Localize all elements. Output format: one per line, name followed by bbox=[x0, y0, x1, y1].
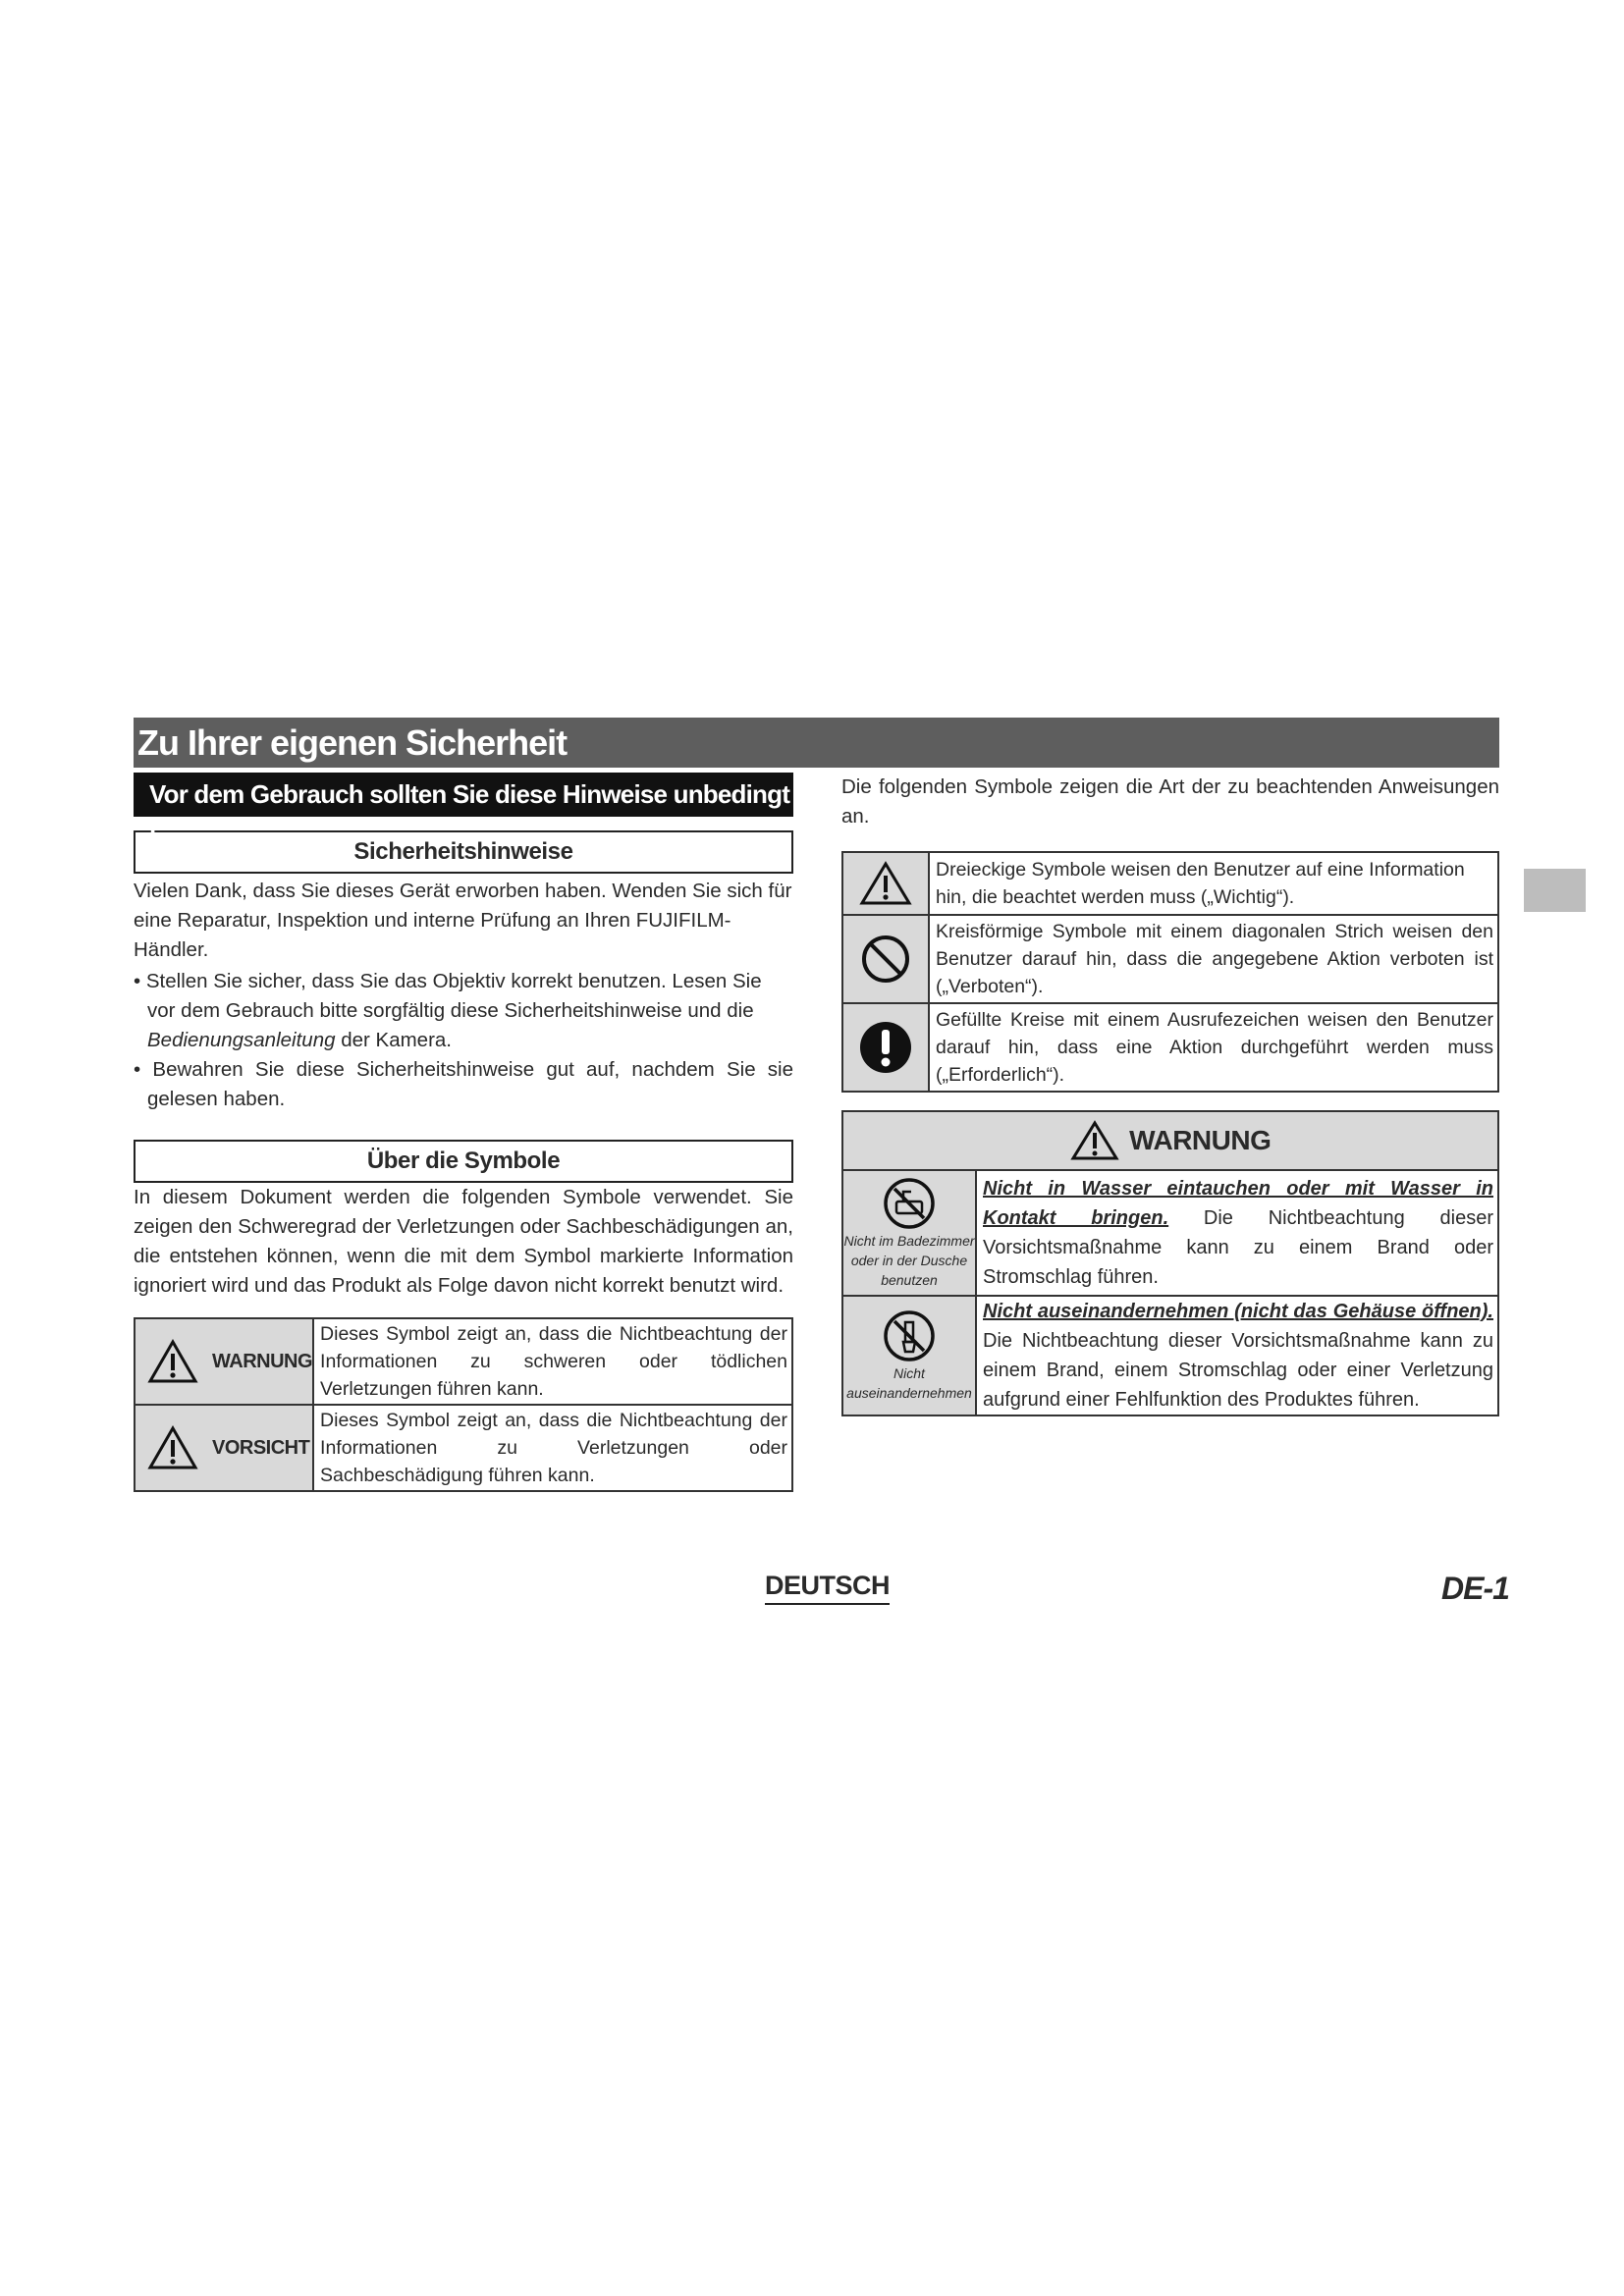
important-description: Dreieckige Symbole weisen den Benutzer auf eine Information hin, die beachtet werden muss („Wichtig“). bbox=[936, 859, 1465, 908]
warning-row-water bbox=[842, 1170, 1498, 1296]
manual-title: Bedienungsanleitung bbox=[147, 1029, 336, 1051]
bullet-text: Stellen Sie sicher, dass Sie das Objektiv korrekt benutzen. Lesen Sie vor dem Gebrauch bitte sorgfältig diese Sicherheitshinweise und die bbox=[145, 970, 762, 1022]
warning-triangle-icon bbox=[147, 1339, 198, 1384]
page-number: DE-1 bbox=[1441, 1571, 1509, 1606]
left-column bbox=[134, 773, 793, 1492]
warning-row-disassemble bbox=[842, 1296, 1498, 1415]
symbol-meaning-table bbox=[841, 851, 1499, 1093]
caution-description: Dieses Symbol zeigt an, dass die Nichtbeachtung der Informationen zu Verletzungen oder Sachbeschädigung führen kann. bbox=[320, 1410, 787, 1486]
symbols-heading: Über die Symbole bbox=[134, 1140, 793, 1183]
caution-label: VORSICHT bbox=[212, 1436, 310, 1459]
symbol-row-prohibited bbox=[842, 915, 1498, 1003]
water-warning-body: Die Nichtbeachtung dieser Vorsichtsmaßnahme kann zu einem Brand oder Stromschlag führen. bbox=[983, 1207, 1493, 1288]
mandatory-description: Gefüllte Kreise mit einem Ausrufezeichen weisen den Benutzer darauf hin, dass eine Aktion durchgeführt werden muss („Erforderlich“). bbox=[936, 1009, 1493, 1086]
warning-triangle-icon bbox=[859, 861, 912, 906]
warning-table bbox=[841, 1110, 1499, 1416]
page-title-bar bbox=[134, 718, 1499, 768]
water-warning-text bbox=[977, 1174, 1497, 1292]
side-language-tab bbox=[1524, 869, 1586, 912]
bullet-item-objective: • Stellen Sie sicher, dass Sie das Objektiv korrekt benutzen. Lesen Sie vor dem Gebrauch bitte sorgfältig diese Sicherheitshinweise und die Bedienungsanleitung der Kamera. bbox=[134, 970, 762, 1051]
bullet-text-end: der Kamera. bbox=[341, 1029, 453, 1051]
bullet-item-keep: • Bewahren Sie diese Sicherheitshinweise gut auf, nachdem Sie sie gelesen haben. bbox=[134, 1058, 794, 1110]
symbols-paragraph: In diesem Dokument werden die folgenden Symbole verwendet. Sie zeigen den Schweregrad der Verletzungen oder Sachbeschädigungen an, die entstehen können, wenn die mit dem Symbol markierte Information ignoriert wird und das Produkt als Folge davon nicht korrekt benutzt wird. bbox=[134, 1186, 793, 1297]
symbols-intro: Die folgenden Symbole zeigen die Art der zu beachtenden Anweisungen an. bbox=[841, 775, 1499, 828]
disassemble-warning-title: Nicht auseinandernehmen (nicht das Gehäuse öffnen). bbox=[983, 1301, 1493, 1322]
warning-description: Dieses Symbol zeigt an, dass die Nichtbeachtung der Informationen zu schweren oder tödlichen Verletzungen führen kann. bbox=[320, 1323, 787, 1400]
warning-triangle-icon bbox=[1070, 1120, 1119, 1161]
read-before-use-banner: Vor dem Gebrauch sollten Sie diese Hinweise unbedingt lesen bbox=[134, 773, 793, 817]
right-column bbox=[841, 773, 1499, 1416]
no-bathroom-use-icon bbox=[882, 1176, 937, 1231]
severity-row-caution bbox=[135, 1405, 792, 1491]
warning-label: WARNUNG bbox=[212, 1350, 313, 1372]
intro-paragraph: Vielen Dank, dass Sie dieses Gerät erworben haben. Wenden Sie sich für eine Reparatur, Inspektion und interne Prüfung an Ihren FUJIFILM-Händler. bbox=[134, 880, 792, 961]
disassemble-warning-text bbox=[977, 1297, 1497, 1415]
mandatory-exclamation-icon bbox=[858, 1020, 913, 1075]
symbol-row-mandatory bbox=[842, 1003, 1498, 1092]
prohibited-circle-icon bbox=[859, 933, 912, 986]
warning-header-row bbox=[842, 1111, 1498, 1170]
bullet-text: Bewahren Sie diese Sicherheitshinweise gut auf, nachdem Sie sie gelesen haben. bbox=[147, 1058, 794, 1110]
disassemble-warning-body: Die Nichtbeachtung dieser Vorsichtsmaßnahme kann zu einem Brand, einem Stromschlag oder einer Verletzung aufgrund einer Fehlfunktion des Produktes führen. bbox=[983, 1330, 1493, 1411]
warning-header-label: WARNUNG bbox=[1129, 1125, 1272, 1155]
severity-table bbox=[134, 1317, 793, 1492]
safety-heading: Sicherheitshinweise bbox=[134, 830, 793, 874]
page-title: Zu Ihrer eigenen Sicherheit bbox=[137, 722, 568, 763]
footer-language: DEUTSCH bbox=[765, 1571, 890, 1605]
caution-triangle-icon bbox=[147, 1425, 198, 1470]
symbol-row-important bbox=[842, 852, 1498, 915]
no-disassembly-icon bbox=[882, 1308, 937, 1363]
water-warning-title: Nicht in Wasser eintauchen oder mit Wasser in Kontakt bringen. bbox=[983, 1178, 1493, 1229]
disassemble-caption: Nicht auseinandernehmen bbox=[846, 1365, 972, 1401]
water-caption: Nicht im Badezimmer oder in der Dusche benutzen bbox=[843, 1233, 975, 1288]
prohibited-description: Kreisförmige Symbole mit einem diagonalen Strich weisen den Benutzer darauf hin, dass die angegebene Aktion verboten ist („Verboten“). bbox=[936, 921, 1493, 997]
severity-row-warning bbox=[135, 1318, 792, 1405]
